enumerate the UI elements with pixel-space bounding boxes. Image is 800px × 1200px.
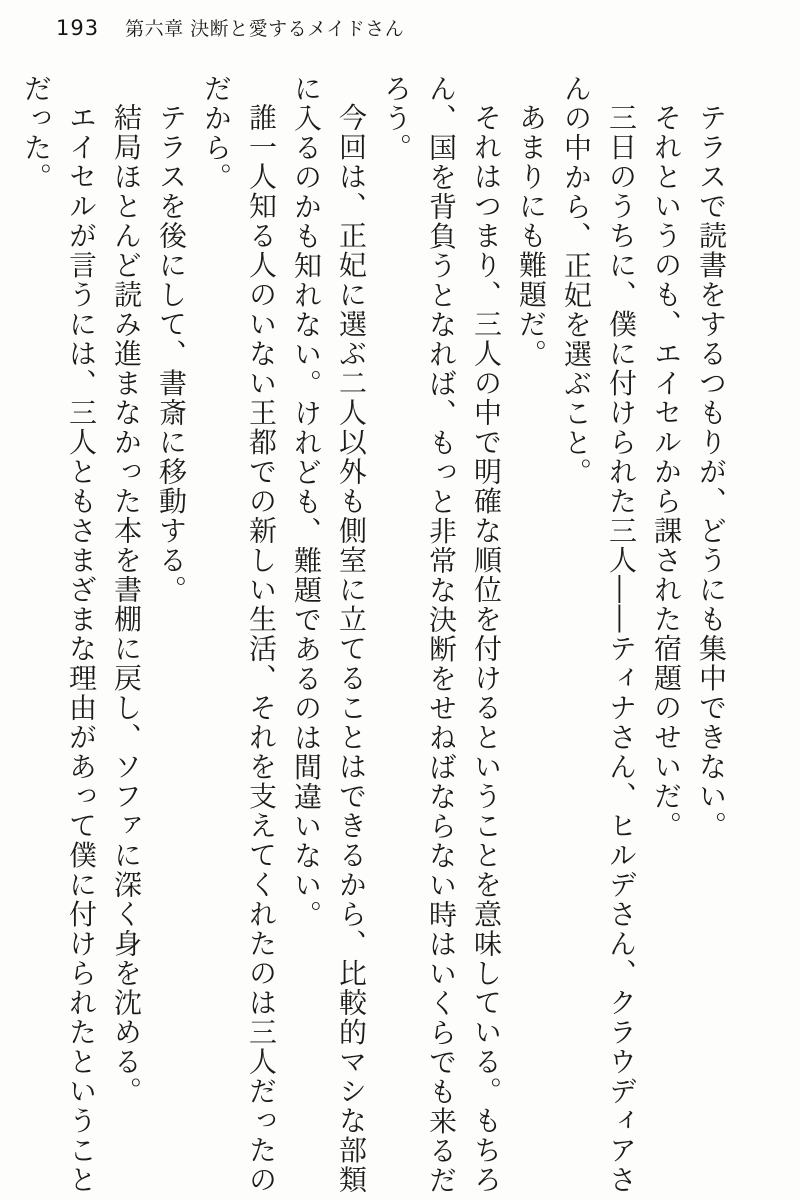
paragraph: 結局ほとんど読み進まなかった本を書棚に戻し、ソファに深く身を沈める。 [110,103,143,1106]
paragraph: それはつまり、三人の中で明確な順位を付けるということを意味している。もちろん、国を背負うとなれば、もっと非常な決断をせねばならない時はいくらでも来るだろう。 [380,74,503,1195]
paragraph: エイセルが言うには、三人ともさまざまな理由があって僕に付けられたということだった。 [20,74,98,1195]
paragraph: それというのも、エイセルから課された宿題のせいだ。 [650,103,683,841]
paragraph: あまりにも難題だ。 [515,103,548,369]
paragraph: テラスを後にして、書斎に移動する。 [155,103,188,605]
vertical-text-body [14,74,734,1198]
paragraph: 今回は、正妃に選ぶ二人以外も側室に立てることはできるから、比較的マシな部類に入るのかも知れない。けれども、難題であるのは間違いない。 [290,74,368,1195]
paragraph: 三日のうちに、僕に付けられた三人――ティナさん、ヒルデさん、クラウディアさんの中から、正妃を選ぶこと。 [560,74,638,1195]
paragraph: 誰一人知る人のいない王都での新しい生活、それを支えてくれたのは三人だったのだから。 [200,74,278,1195]
running-head [56,14,404,41]
paragraph: テラスで読書をするつもりが、どうにも集中できない。 [695,103,728,841]
page-number: 193 [56,16,100,40]
chapter-title: 第六章 決断と愛するメイドさん [125,18,405,40]
